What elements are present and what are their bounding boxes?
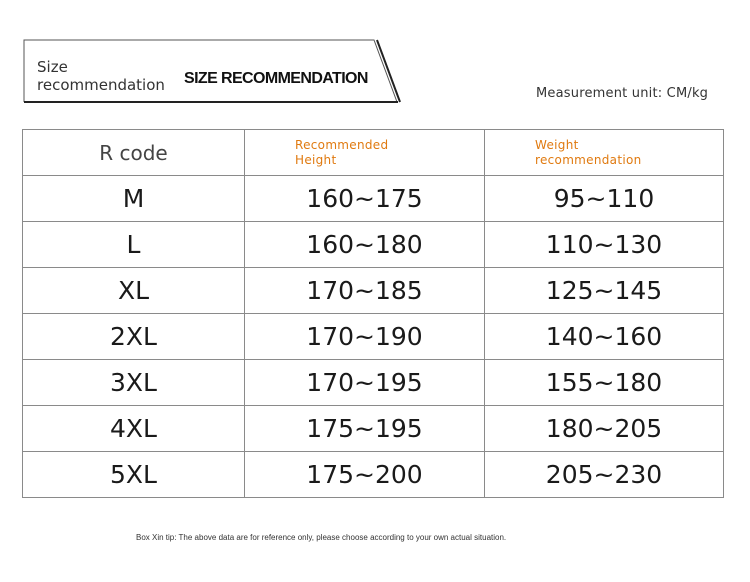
table-row	[23, 360, 724, 406]
table-row	[23, 406, 724, 452]
size-code-cell: M	[23, 176, 245, 222]
header-r-code	[23, 130, 245, 176]
header-r-code-label: R code	[93, 141, 174, 165]
page-title: SIZE RECOMMENDATION	[184, 70, 368, 87]
height-cell: 160~180	[245, 222, 485, 268]
header-weight-line1: Weight	[535, 137, 579, 152]
weight-cell: 140~160	[485, 314, 724, 360]
measurement-unit-note: Measurement unit: CM/kg	[536, 86, 709, 101]
header-height-line1: Recommended	[295, 137, 389, 152]
header-height-line2: Height	[295, 152, 337, 167]
table-row	[23, 222, 724, 268]
height-cell: 170~190	[245, 314, 485, 360]
size-code-cell: XL	[23, 268, 245, 314]
height-cell: 175~200	[245, 452, 485, 498]
height-cell: 170~185	[245, 268, 485, 314]
header-weight-recommendation	[485, 130, 724, 176]
height-cell: 175~195	[245, 406, 485, 452]
weight-cell: 180~205	[485, 406, 724, 452]
size-table	[22, 129, 724, 498]
height-cell: 160~175	[245, 176, 485, 222]
small-label-line1: Size	[37, 58, 68, 76]
table-header-row	[23, 130, 724, 176]
table-row	[23, 314, 724, 360]
size-code-cell: 5XL	[23, 452, 245, 498]
weight-cell: 205~230	[485, 452, 724, 498]
header-tab	[22, 38, 402, 104]
size-code-cell: 2XL	[23, 314, 245, 360]
table-row	[23, 452, 724, 498]
header-recommended-height	[245, 130, 485, 176]
size-recommendation-label	[37, 58, 165, 94]
size-code-cell: L	[23, 222, 245, 268]
weight-cell: 95~110	[485, 176, 724, 222]
footer-tip: Box Xin tip: The above data are for reference only, please choose according to your own actual situation.	[136, 533, 507, 542]
size-code-cell: 4XL	[23, 406, 245, 452]
weight-cell: 155~180	[485, 360, 724, 406]
table-row	[23, 176, 724, 222]
weight-cell: 110~130	[485, 222, 724, 268]
size-code-cell: 3XL	[23, 360, 245, 406]
weight-cell: 125~145	[485, 268, 724, 314]
table-row	[23, 268, 724, 314]
small-label-line2: recommendation	[37, 76, 165, 94]
height-cell: 170~195	[245, 360, 485, 406]
header-weight-line2: recommendation	[535, 152, 642, 167]
